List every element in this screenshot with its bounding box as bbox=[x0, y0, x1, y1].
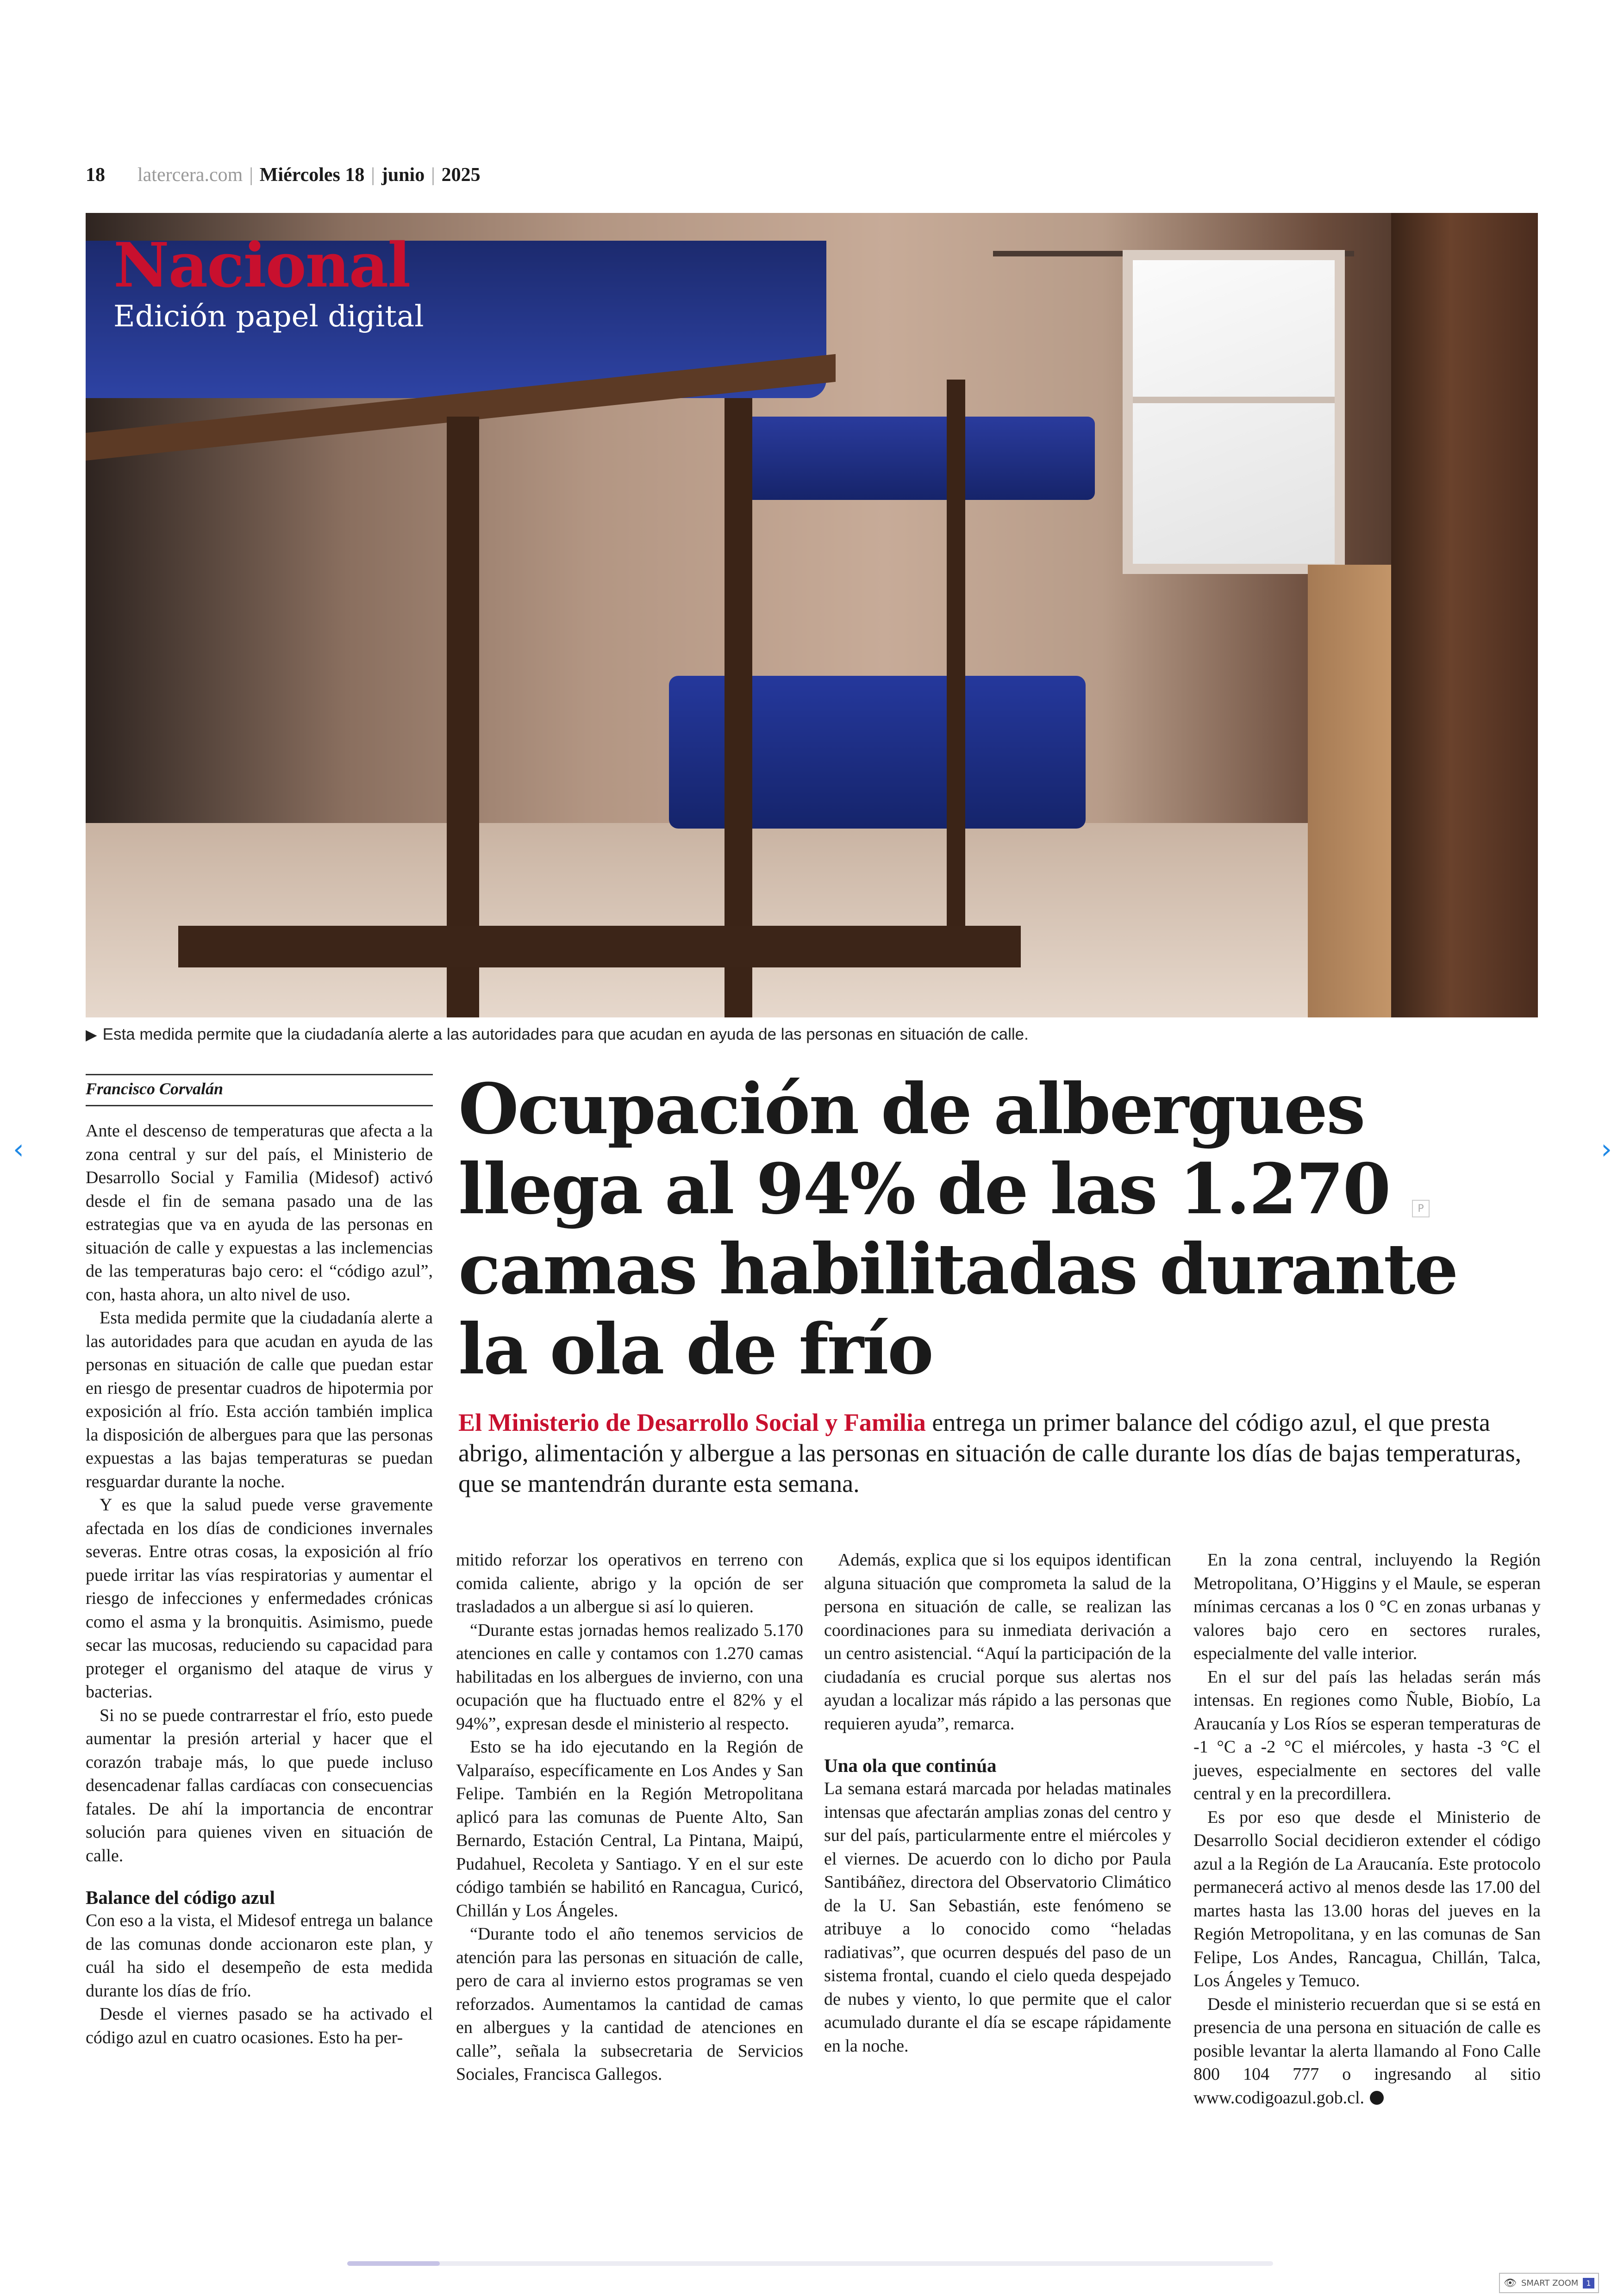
paragraph: La semana estará marcada por heladas matinales intensas que afectarán amplias zonas del centro y sur del país, particularmente entre el miércoles y el viernes. De acuerdo con lo dicho por Paula Santibáñez, directora del Observatorio Climático de la U. San Sebastián, este fenómeno se atribuye a lo conocido como “heladas radiativas”, que ocurren después del paso de un sistema frontal, cuando el cielo queda despejado de nubes y viento, lo que permite que el calor acumulado durante el día se escape rápidamente en la noche. bbox=[824, 1779, 1171, 2056]
end-mark-icon bbox=[1370, 2091, 1384, 2105]
paragraph: Esto se ha ido ejecutando en la Región de Valparaíso, específicamente en Los Andes y San Felipe. También en la Región Metropolitana aplicó para las comunas de Puente Alto, San Bernardo, Estación Central, La Pintana, Maipú, Pudahuel, Recoleta y Santiago. Y en el sur este código también se habilitó en Rancagua, Curicó, Chillán y Los Ángeles. bbox=[456, 1737, 803, 1921]
article-column-1 bbox=[86, 1119, 433, 2049]
deck-highlight: El Ministerio de Desarrollo Social y Familia bbox=[458, 1409, 926, 1436]
folio-year: 2025 bbox=[441, 164, 481, 186]
progress-fill bbox=[347, 2261, 440, 2266]
page-count-badge: 1 bbox=[1583, 2278, 1594, 2289]
section-kicker: Nacional bbox=[113, 230, 410, 301]
folio-month: junio bbox=[381, 164, 425, 186]
pin-icon[interactable]: P bbox=[1412, 1200, 1430, 1217]
paragraph: Ante el descenso de temperaturas que afecta a la zona central y sur del país, el Ministerio de Desarrollo Social y Familia (Midesof) activó desde el fin de semana pasado una de las estrategias que va en ayuda de las personas en situación de calle y expuestas a las inclemencias de las temperaturas bajo cero: el “código azul”, con, hasta ahora, un alto nivel de uso. bbox=[86, 1121, 433, 1304]
reading-progress-bar[interactable] bbox=[347, 2261, 1273, 2266]
section-edition: Edición papel digital bbox=[113, 299, 424, 334]
photo-caption-text: Esta medida permite que la ciudadanía alerte a las autoridades para que acudan en ayuda de las personas en situación de calle. bbox=[102, 1025, 1029, 1043]
caption-arrow-icon: ▶ bbox=[86, 1026, 97, 1043]
paragraph-final: Desde el ministerio recuerdan que si se está en presencia de una persona en situación de calle es posible levantar la alerta llamando al Fono Calle 800 104 777 o ingresando al sitio www.codigoazul.gob.cl. bbox=[1193, 1994, 1541, 2108]
article-column-4 bbox=[1193, 1548, 1541, 2109]
paragraph: “Durante estas jornadas hemos realizado 5.170 atenciones en calle y contamos con 1.270 camas habilitadas en los albergues de invierno, con una ocupación que ha fluctuado entre el 82% y el 94%”, expresan desde el ministerio al respecto. bbox=[456, 1620, 803, 1734]
chevron-left-icon[interactable]: ‹ bbox=[13, 1133, 24, 1166]
photo-caption bbox=[86, 1023, 1538, 1046]
paragraph: Esta medida permite que la ciudadanía alerte a las autoridades para que acudan en ayuda de las personas en situación de calle que puedan estar en riesgo de presentar cuadros de hipotermia por exposición al frío. Esta acción también implica la disposición de albergues para que las personas expuestas a las bajas temperaturas se puedan resguardar durante la noche. bbox=[86, 1308, 433, 1491]
article-column-2 bbox=[456, 1548, 803, 2086]
byline: Francisco Corvalán bbox=[86, 1074, 433, 1106]
folio: 18 latercera.com | Miércoles 18 | junio | 2025 bbox=[86, 164, 481, 186]
chevron-right-icon[interactable]: › bbox=[1601, 1133, 1612, 1166]
site-name: latercera.com bbox=[137, 164, 243, 186]
paragraph: Desde el viernes pasado se ha activado el código azul en cuatro ocasiones. Esto ha per- bbox=[86, 2004, 433, 2047]
paragraph: “Durante todo el año tenemos servicios de atención para las personas en situación de calle, pero de cara al invierno estos programas se ven reforzados. Aumentamos la cantidad de camas en albergues y la cantidad de atenciones en calle”, señala la subsecretaria de Servicios Sociales, Francisca Gallegos. bbox=[456, 1924, 803, 2084]
paragraph: En la zona central, incluyendo la Región Metropolitana, O’Higgins y el Maule, se esperan mínimas cercanas a los 0 °C en zonas urbanas y valores bajo cero en sectores rurales, especialmente del valle interior. bbox=[1193, 1550, 1541, 1663]
subhead-ola: Una ola que continúa bbox=[824, 1755, 997, 1776]
subhead-balance: Balance del código azul bbox=[86, 1887, 275, 1908]
paragraph: Además, explica que si los equipos identifican alguna situación que comprometa la salud de la persona en situación de calle, se realizan las coordinaciones para su inmediata derivación a un centro asistencial. “Aquí la participación de la ciudadanía es crucial porque sus alertas nos ayudan a localizar más rápido a las personas que requieren ayuda”, remarca. bbox=[824, 1550, 1171, 1734]
deck bbox=[458, 1407, 1537, 1499]
deck-text: entrega un primer balance del código azul, el que presta abrigo, alimentación y albergue a las personas en situación de calle durante los días de bajas temperaturas, que se mantendrán durante esta semana. bbox=[458, 1409, 1522, 1497]
paragraph: Y es que la salud puede verse gravemente afectada en los días de condiciones invernales severas. Entre otras cosas, la exposición al frío puede irritar las vías respiratorias y aumentar el riesgo de infecciones y enfermedades crónicas como el asma y la bronquitis. Asimismo, puede secar las mucosas, reduciendo su capacidad para proteger el organismo del ataque de virus y bacterias. bbox=[86, 1495, 433, 1702]
smart-zoom-label: SMART ZOOM bbox=[1521, 2278, 1579, 2288]
paragraph: En el sur del país las heladas serán más intensas. En regiones como Ñuble, Biobío, La Araucanía y Los Ríos se esperan temperaturas de -1 °C a -2 °C el miércoles, y hasta -3 °C el jueves, especialmente en sectores del valle central y en la precordillera. bbox=[1193, 1667, 1541, 1803]
article-column-3 bbox=[824, 1548, 1171, 2058]
paragraph: Si no se puede contrarrestar el frío, esto puede aumentar la presión arterial y hacer que el corazón trabaje más, lo que puede incluso desencadenar fallas cardíacas con consecuencias fatales. De ahí la importancia de encontrar solución para quienes viven en situación de calle. bbox=[86, 1705, 433, 1865]
page-number: 18 bbox=[86, 164, 105, 186]
eye-icon: 👁 bbox=[1504, 2277, 1517, 2289]
smart-zoom-button[interactable] bbox=[1499, 2273, 1599, 2293]
section-label bbox=[113, 230, 424, 334]
paragraph: mitido reforzar los operativos en terreno con comida caliente, abrigo y la opción de ser trasladados a un albergue si así lo quieren. bbox=[456, 1550, 803, 1616]
paragraph: Es por eso que desde el Ministerio de Desarrollo Social decidieron extender el código azul a la Región de La Araucanía. Este protocolo permanecerá activo al menos desde las 17.00 del martes hasta las 13.00 horas del jueves en la Región Metropolitana, y en las comunas de San Felipe, Los Andes, Rancagua, Chillán, Talca, Los Ángeles y Temuco. bbox=[1193, 1807, 1541, 1990]
paragraph: Con eso a la vista, el Midesof entrega un balance de las comunas donde accionaron este plan, y cuál ha sido el desempeño de esta medida durante los días de frío. bbox=[86, 1911, 433, 2001]
headline: Ocupación de albergues llega al 94% de las 1.270 camas habilitadas durante la ola de frío bbox=[458, 1068, 1457, 1390]
folio-weekday: Miércoles 18 bbox=[259, 164, 365, 186]
window bbox=[1123, 250, 1345, 574]
